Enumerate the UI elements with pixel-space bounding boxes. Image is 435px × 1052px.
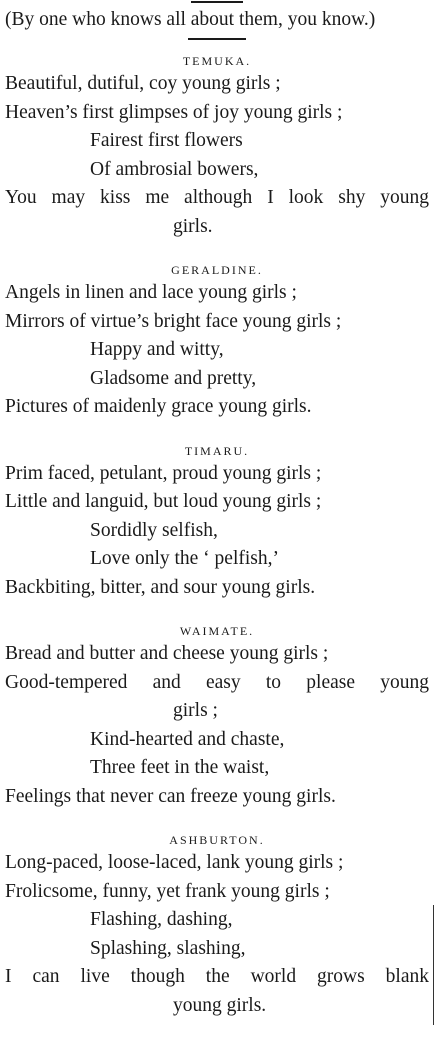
verse-line: Fairest first flowers [90, 130, 243, 151]
stanza-section [5, 52, 429, 241]
verse-line: Kind-hearted and chaste, [90, 728, 285, 750]
poem-body [5, 52, 429, 1020]
verse-line: You may kiss me although I look shy young [5, 187, 429, 208]
verse-line: Flashing, dashing, [90, 909, 233, 930]
verse-line: Backbiting, bitter, and sour young girls. [5, 576, 316, 598]
verse-line: girls ; [173, 700, 218, 721]
verse-line: Pictures of maidenly grace young girls. [5, 396, 312, 417]
stanza-heading: ASHBURTON. [169, 833, 265, 847]
verse-line: young girls. [173, 994, 267, 1016]
section-gap [5, 241, 429, 255]
verse-line: Beautiful, dutiful, coy young girls ; [5, 73, 281, 94]
poem-subtitle: (By one who knows all about them, you know.) [5, 9, 376, 30]
stanza-section [5, 241, 429, 422]
stanza-heading: TEMUKA. [182, 54, 252, 68]
stanza-section [5, 811, 429, 1020]
stanza-heading: TIMARU. [184, 443, 250, 458]
stanza-section [5, 602, 429, 811]
top-rule [191, 1, 243, 3]
verse-line: Frolicsome, funny, yet frank young girls ; [5, 880, 330, 902]
verse-line: Of ambrosial bowers, [90, 158, 259, 180]
subtitle-rule [188, 38, 246, 40]
verse-line: Gladsome and pretty, [90, 367, 257, 389]
verse-line: Love only the ‘ pelfish,’ [90, 548, 279, 569]
verse-line: Long-paced, loose-laced, lank young girls ; [5, 852, 344, 873]
verse-line: I can live though the world grows blank [5, 966, 429, 987]
verse-line: Angels in linen and lace young girls ; [5, 282, 297, 303]
section-gap [5, 811, 429, 825]
stanza-section [5, 422, 429, 603]
section-gap [5, 602, 429, 616]
verse-line: Splashing, slashing, [90, 937, 246, 959]
verse-line: Little and languid, but loud young girls ; [5, 491, 322, 512]
verse-line: Bread and butter and cheese young girls ; [5, 643, 329, 664]
stanza-heading: WAIMATE. [179, 624, 255, 638]
stanza-heading: GERALDINE. [171, 263, 263, 277]
verse-line: Sordidly selfish, [90, 519, 218, 541]
verse-line: Heaven’s first glimpses of joy young girls ; [5, 101, 343, 123]
verse-line: girls. [173, 215, 213, 237]
verse-line: Good-tempered and easy to please young [5, 671, 429, 693]
verse-line: Happy and witty, [90, 339, 224, 360]
verse-line: Feelings that never can freeze young girls. [5, 785, 336, 807]
section-gap [5, 422, 429, 436]
column-edge-rule [433, 905, 434, 1025]
verse-line: Three feet in the waist, [90, 757, 270, 778]
verse-line: Mirrors of virtue’s bright face young girls ; [5, 310, 342, 332]
verse-line: Prim faced, petulant, proud young girls ; [5, 462, 322, 484]
